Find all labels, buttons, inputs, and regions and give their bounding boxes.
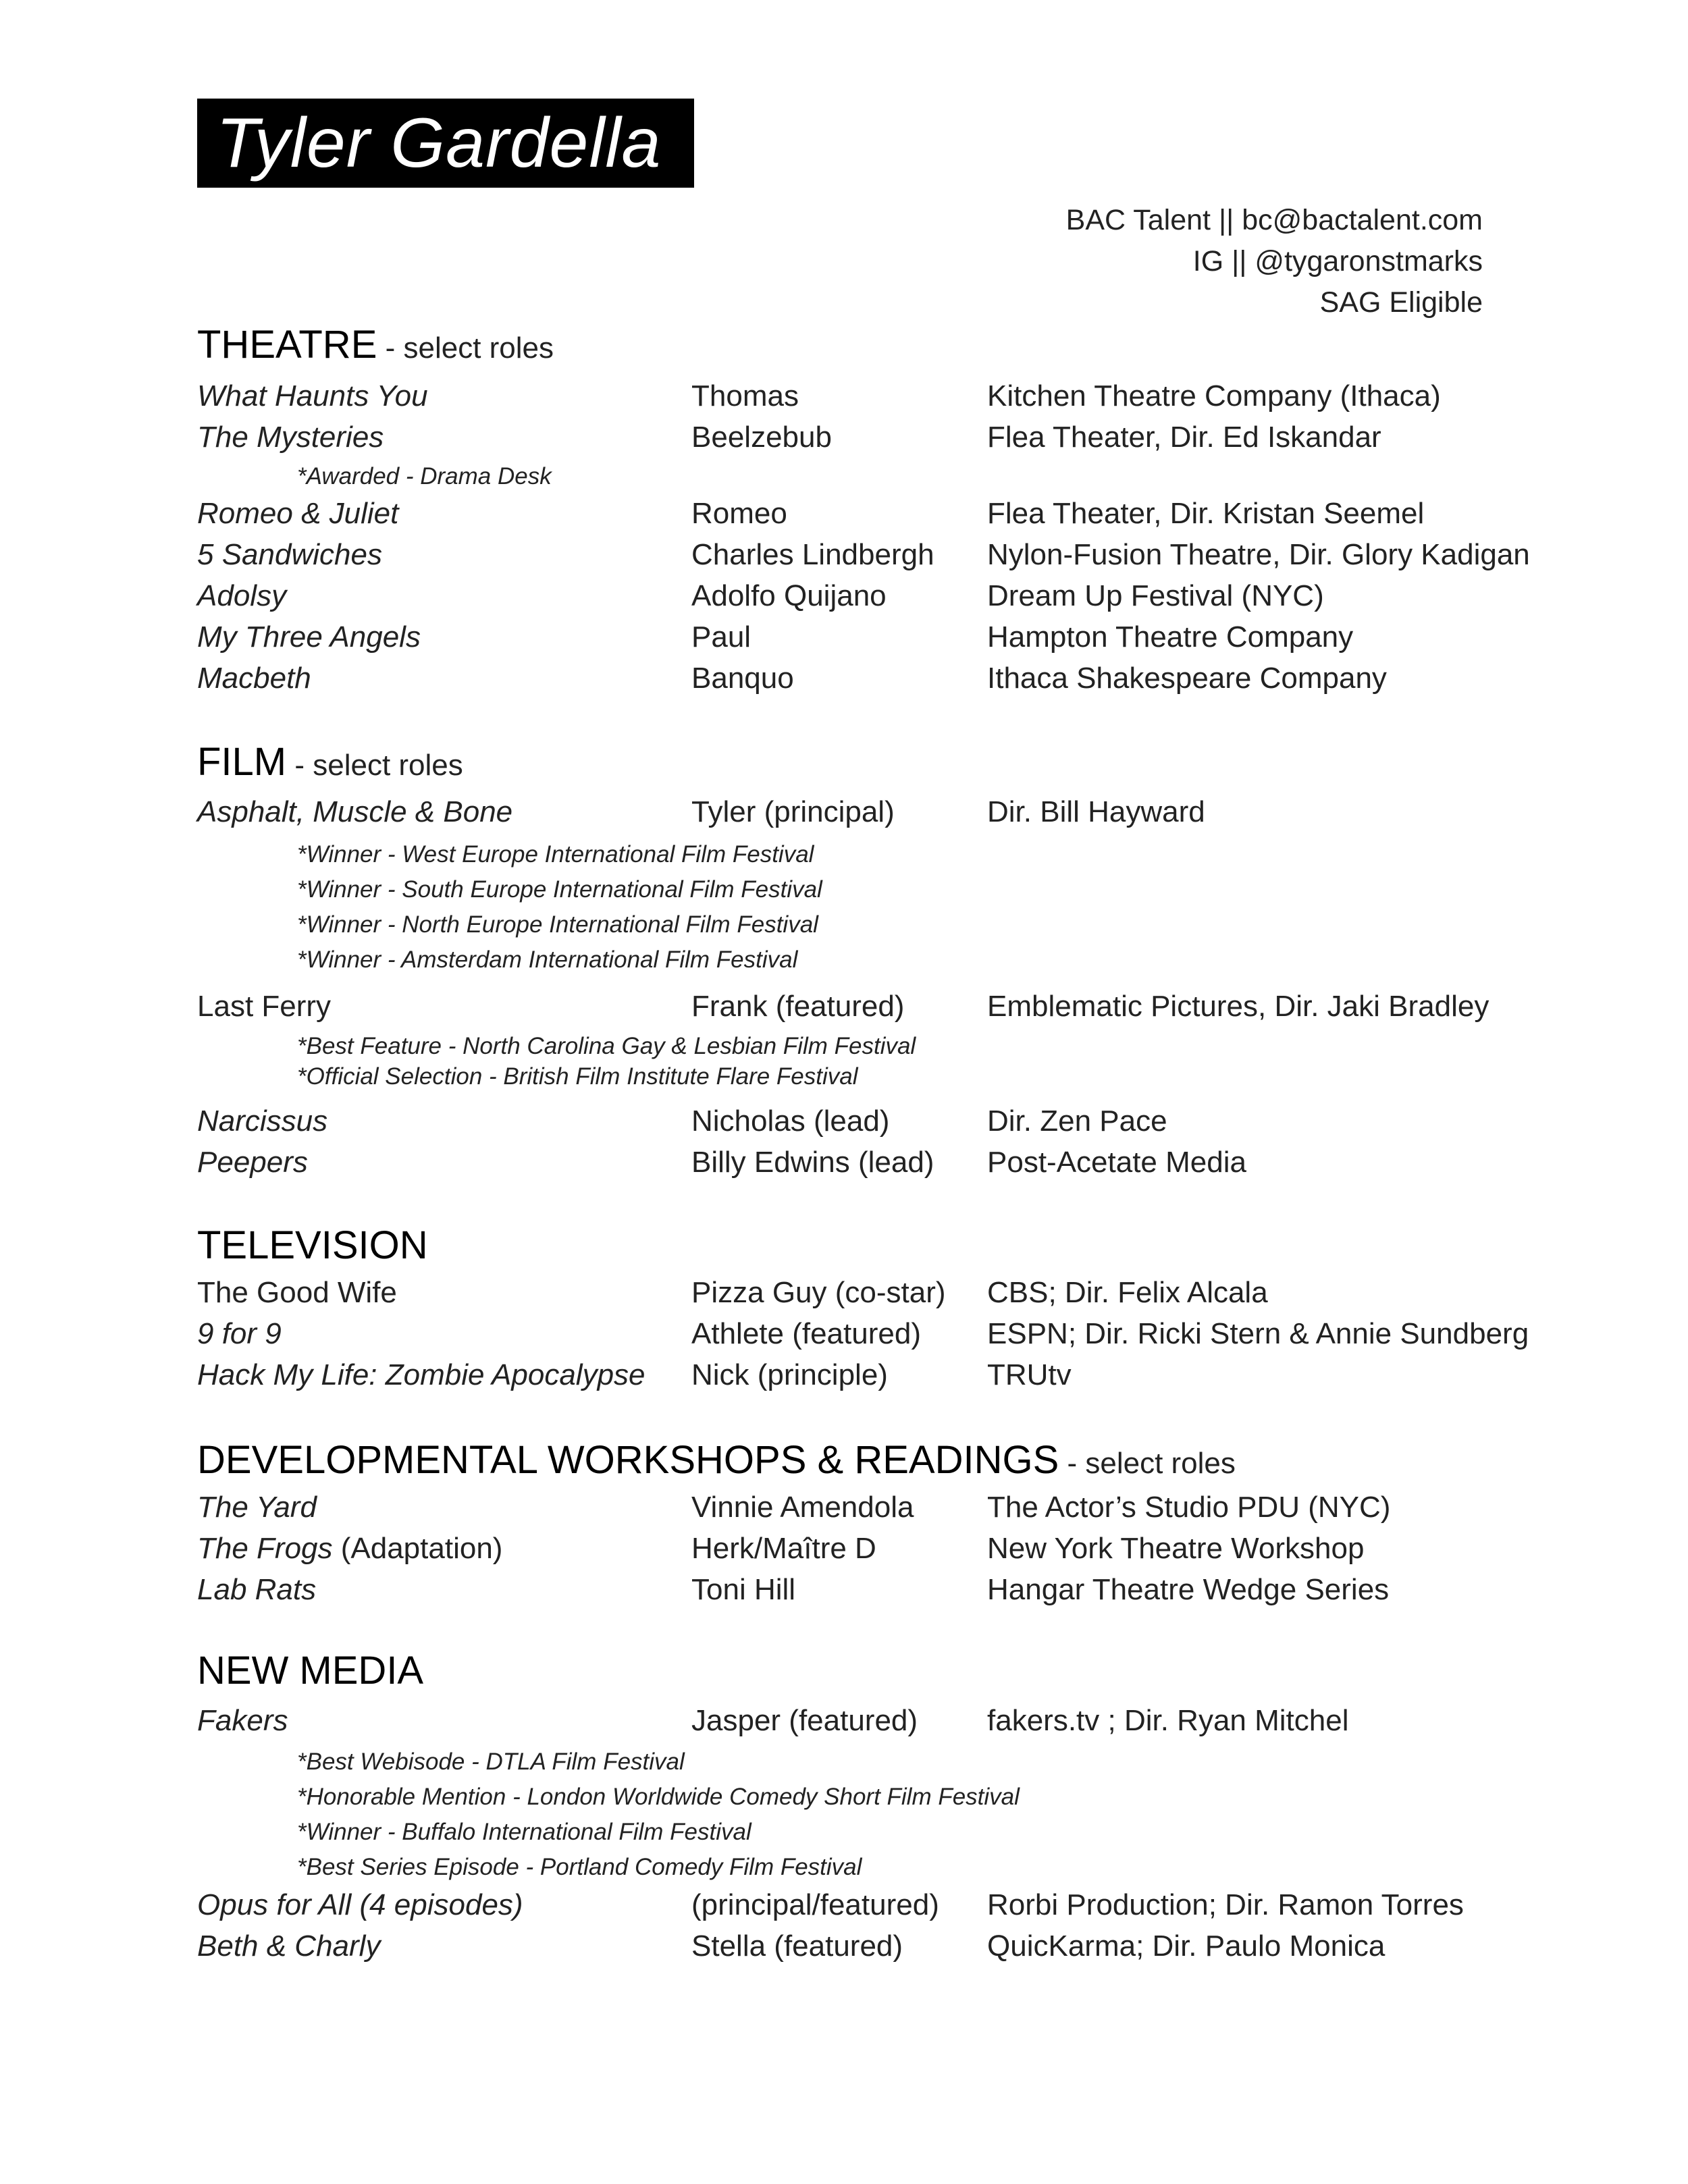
- award-note: *Best Webisode - DTLA Film Festival: [297, 1749, 685, 1775]
- credit-row: Opus for All (4 episodes) (principal/featured) Rorbi Production; Dir. Ramon Torres: [197, 1888, 1464, 1921]
- award-note: *Awarded - Drama Desk: [297, 463, 552, 489]
- film-list: [197, 791, 1548, 832]
- film-list-cont2: [197, 1100, 1548, 1183]
- award-notes: [297, 1744, 1020, 1885]
- credit-row: Peepers Billy Edwins (lead) Post-Acetate Media: [197, 1146, 1246, 1179]
- section-heading-workshops: DEVELOPMENTAL WORKSHOPS & READINGS - select roles: [197, 1438, 1236, 1482]
- credit-row: Asphalt, Muscle & Bone Tyler (principal) Dir. Bill Hayward: [197, 795, 1205, 828]
- credit-row: What Haunts You Thomas Kitchen Theatre Company (Ithaca): [197, 379, 1441, 412]
- award-notes: [297, 1031, 916, 1092]
- credit-row: 5 Sandwiches Charles Lindbergh Nylon-Fusion Theatre, Dir. Glory Kadigan: [197, 538, 1530, 571]
- credit-row: Hack My Life: Zombie Apocalypse Nick (principle) TRUtv: [197, 1358, 1072, 1391]
- award-note: *Honorable Mention - London Worldwide Comedy Short Film Festival: [297, 1784, 1020, 1810]
- credit-row: The Frogs (Adaptation) Herk/Maître D New York Theatre Workshop: [197, 1532, 1365, 1565]
- credit-row: 9 for 9 Athlete (featured) ESPN; Dir. Ricki Stern & Annie Sundberg: [197, 1317, 1529, 1350]
- credit-row: Lab Rats Toni Hill Hangar Theatre Wedge Series: [197, 1573, 1390, 1606]
- workshops-list: [197, 1487, 1548, 1610]
- credit-row: The Yard Vinnie Amendola The Actor’s Studio PDU (NYC): [197, 1491, 1391, 1524]
- award-note: *Winner - West Europe International Film Festival: [297, 841, 814, 868]
- credit-row: Last Ferry Frank (featured) Emblematic Pictures, Dir. Jaki Bradley: [197, 990, 1489, 1023]
- award-note: *Winner - Buffalo International Film Festival: [297, 1819, 751, 1845]
- award-note: *Winner - North Europe International Film Festival: [297, 911, 818, 938]
- credit-row: The Mysteries Beelzebub Flea Theater, Dir. Ed Iskandar: [197, 421, 1381, 454]
- credit-row: My Three Angels Paul Hampton Theatre Company: [197, 620, 1354, 654]
- television-list: [197, 1272, 1548, 1395]
- film-list-cont: [197, 986, 1548, 1027]
- theatre-list: [197, 375, 1548, 458]
- credit-row: Romeo & Juliet Romeo Flea Theater, Dir. Kristan Seemel: [197, 497, 1425, 530]
- credit-row: Fakers Jasper (featured) fakers.tv ; Dir. Ryan Mitchel: [197, 1704, 1349, 1737]
- union-status: SAG Eligible: [1319, 286, 1483, 319]
- credit-row: Narcissus Nicholas (lead) Dir. Zen Pace: [197, 1104, 1167, 1138]
- section-heading-theatre: THEATRE - select roles: [197, 323, 554, 367]
- actor-name: Tyler Gardella: [197, 99, 694, 188]
- award-note: *Winner - South Europe International Film Festival: [297, 876, 822, 903]
- section-heading-film: FILM - select roles: [197, 740, 463, 784]
- award-note: *Best Series Episode - Portland Comedy Film Festival: [297, 1854, 862, 1880]
- credit-row: Adolsy Adolfo Quijano Dream Up Festival (NYC): [197, 579, 1324, 612]
- credit-row: Macbeth Banquo Ithaca Shakespeare Company: [197, 662, 1387, 695]
- theatre-list-cont: [197, 493, 1548, 699]
- instagram-handle: IG || @tygaronstmarks: [1192, 245, 1483, 277]
- credit-row: The Good Wife Pizza Guy (co-star) CBS; Dir. Felix Alcala: [197, 1276, 1268, 1309]
- award-note: *Best Feature - North Carolina Gay & Lesbian Film Festival: [297, 1033, 916, 1059]
- new-media-list: [197, 1700, 1548, 1741]
- award-notes: [297, 837, 822, 978]
- award-note: *Official Selection - British Film Institute Flare Festival: [297, 1063, 858, 1090]
- section-heading-television: TELEVISION: [197, 1223, 428, 1267]
- credit-row: Beth & Charly Stella (featured) QuicKarma; Dir. Paulo Monica: [197, 1929, 1386, 1963]
- agency-contact: BAC Talent || bc@bactalent.com: [1065, 204, 1483, 236]
- contact-block: [1066, 200, 1483, 323]
- new-media-list-cont: [197, 1884, 1548, 1967]
- award-notes: [297, 459, 552, 494]
- section-heading-new-media: NEW MEDIA: [197, 1649, 424, 1693]
- award-note: *Winner - Amsterdam International Film Festival: [297, 947, 798, 973]
